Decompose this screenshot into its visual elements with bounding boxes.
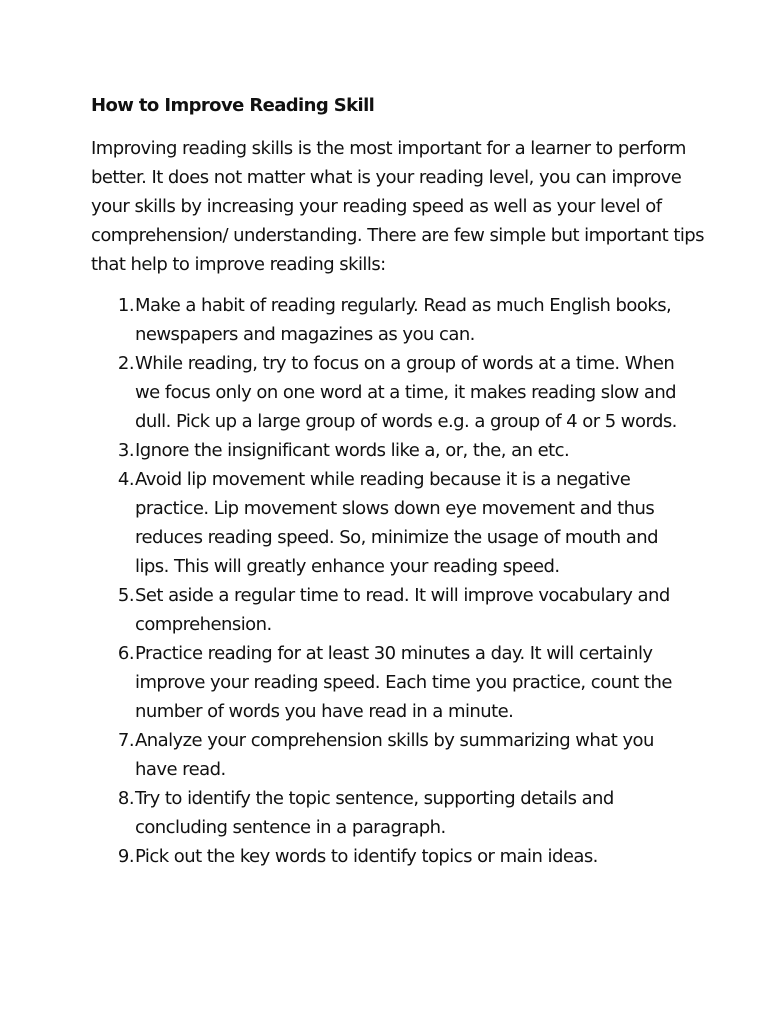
list-item-text: Make a habit of reading regularly. Read as much English books, newspapers and magazines as you can. xyxy=(135,295,672,345)
list-item-number: 8. xyxy=(117,788,134,809)
tips-list xyxy=(91,291,688,871)
list-item xyxy=(91,349,688,436)
list-item-number: 3. xyxy=(117,440,134,461)
intro-paragraph: Improving reading skills is the most important for a learner to perform better. It does not matter what is your reading level, you can improve your skills by increasing your reading speed as well as your level of comprehension/ understanding. There are few simple but important tips that help to improve reading skills: xyxy=(91,138,704,275)
list-item-text: Analyze your comprehension skills by summarizing what you have read. xyxy=(135,730,654,780)
list-item-number: 6. xyxy=(117,643,134,664)
list-item-number: 1. xyxy=(117,295,134,316)
list-item-number: 7. xyxy=(117,730,134,751)
list-item-number: 4. xyxy=(117,469,134,490)
list-item-text: Pick out the key words to identify topics or main ideas. xyxy=(135,846,598,867)
list-item xyxy=(91,842,688,871)
list-item xyxy=(91,291,688,349)
list-item-text: Ignore the insignificant words like a, or, the, an etc. xyxy=(135,440,570,461)
list-item-number: 5. xyxy=(117,585,134,606)
list-item xyxy=(91,581,688,639)
list-item xyxy=(91,784,688,842)
list-item-text: Avoid lip movement while reading because it is a negative practice. Lip movement slows down eye movement and thus reduces reading speed. So, minimize the usage of mouth and lips. This will greatly enhance your reading speed. xyxy=(135,469,658,577)
list-item-text: Set aside a regular time to read. It will improve vocabulary and comprehension. xyxy=(135,585,670,635)
list-item-text: Practice reading for at least 30 minutes a day. It will certainly improve your reading speed. Each time you practice, count the number of words you have read in a minute. xyxy=(135,643,672,722)
document-title: How to Improve Reading Skill xyxy=(91,95,375,116)
list-item xyxy=(91,436,688,465)
list-item xyxy=(91,465,688,581)
list-item-text: While reading, try to focus on a group of words at a time. When we focus only on one word at a time, it makes reading slow and dull. Pick up a large group of words e.g. a group of 4 or 5 words. xyxy=(135,353,677,432)
list-item xyxy=(91,639,688,726)
list-item-number: 9. xyxy=(117,846,134,867)
list-item-number: 2. xyxy=(117,353,134,374)
list-item xyxy=(91,726,688,784)
list-item-text: Try to identify the topic sentence, supporting details and concluding sentence in a paragraph. xyxy=(135,788,614,838)
